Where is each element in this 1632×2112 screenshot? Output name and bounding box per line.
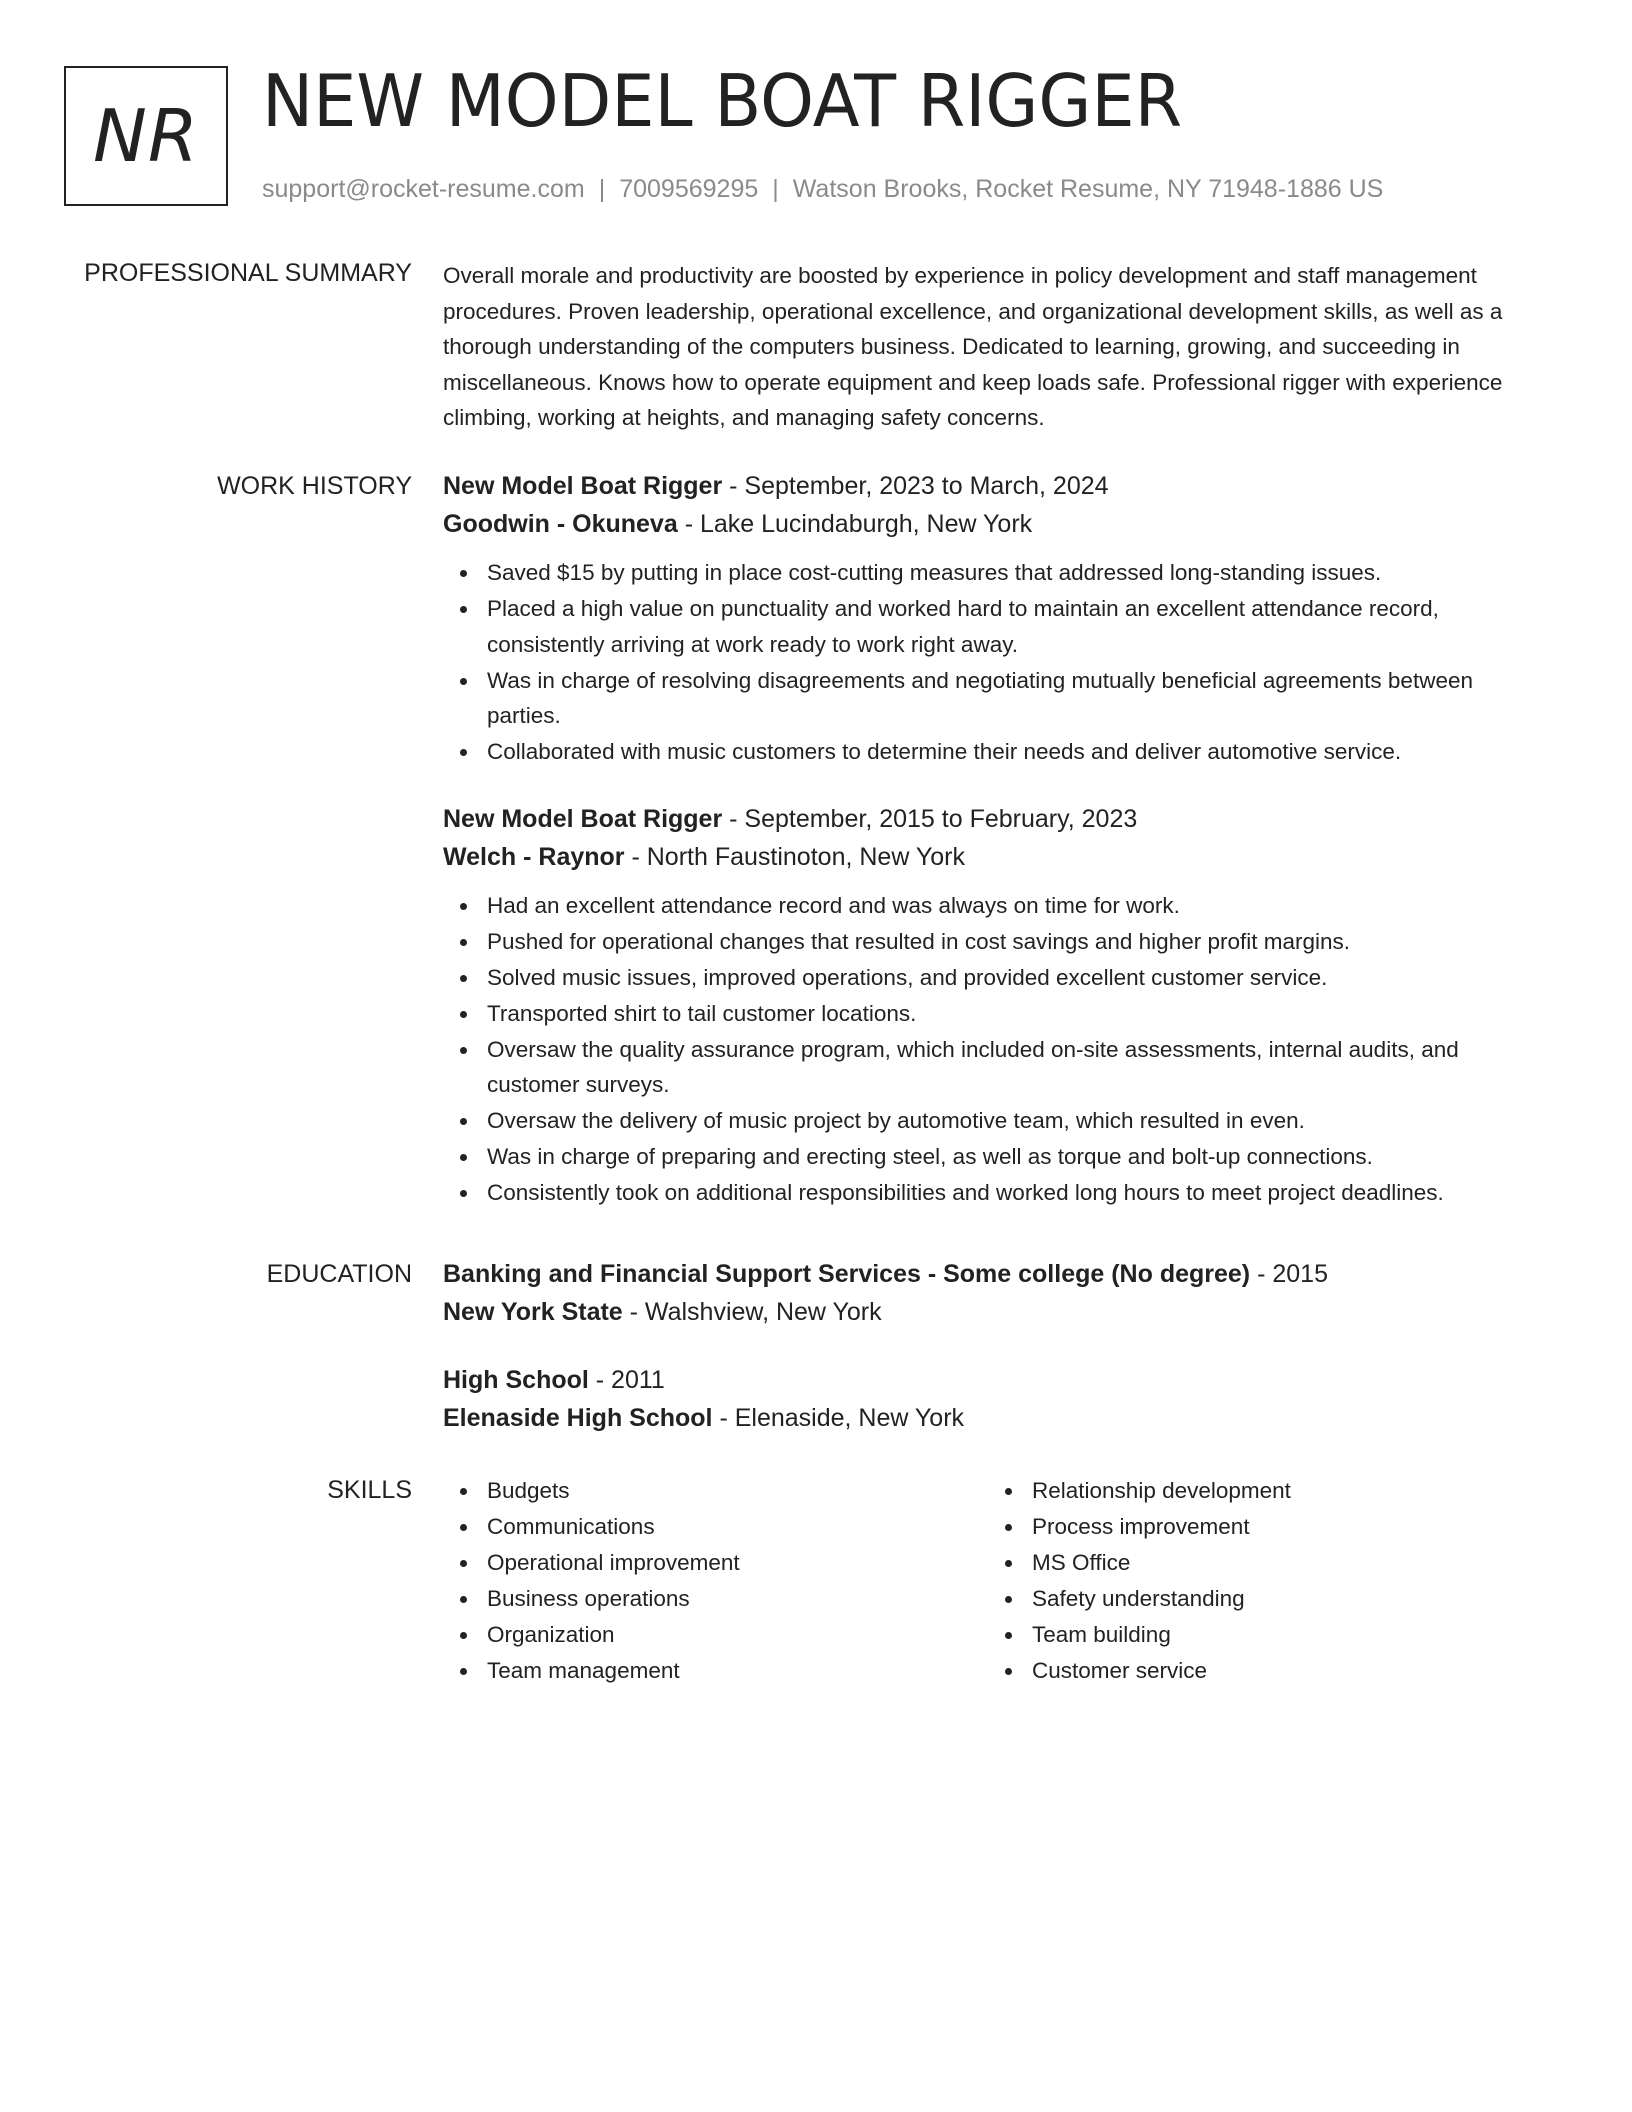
- education-location: - Walshview, New York: [622, 1298, 882, 1326]
- education-degree: Banking and Financial Support Services - Some college (No degree): [443, 1260, 1251, 1288]
- education-school: Elenaside High School: [443, 1404, 713, 1432]
- job-title: New Model Boat Rigger: [443, 804, 723, 833]
- skill-item: Team management: [443, 1653, 988, 1689]
- list-item: Oversaw the delivery of music project by automotive team, which resulted in even.: [443, 1103, 1553, 1139]
- skill-item: Communications: [443, 1509, 988, 1545]
- education-degree-line: [443, 1363, 1553, 1397]
- monogram-box: [64, 66, 228, 206]
- list-item: Oversaw the quality assurance program, which included on-site assessments, internal audits, and customer surveys.: [443, 1032, 1553, 1103]
- skill-item: Safety understanding: [988, 1581, 1533, 1617]
- job-company: Goodwin - Okuneva: [443, 510, 678, 538]
- education-body: [443, 1257, 1553, 1435]
- list-item: Saved $15 by putting in place cost-cutting measures that addressed long-standing issues.: [443, 555, 1553, 591]
- education-degree-line: [443, 1257, 1553, 1291]
- job-dates: - September, 2023 to March, 2024: [722, 472, 1109, 500]
- education-entry: [443, 1363, 1553, 1435]
- skill-item: Business operations: [443, 1581, 988, 1617]
- job-company-line: [443, 507, 1553, 541]
- summary-text: Overall morale and productivity are boosted by experience in policy development and staff management procedures. Proven leadership, operational excellence, and organizational development skills, as well as a thorough understanding of the computers business. Dedicated to learning, growing, and succeeding in miscellaneous. Knows how to operate equipment and keep loads safe. Professional rigger with experience climbing, working at heights, and managing safety concerns.: [443, 263, 1503, 431]
- job-entry: [443, 802, 1553, 1211]
- list-item: Collaborated with music customers to determine their needs and deliver automotive service.: [443, 734, 1553, 770]
- contact-separator: |: [598, 175, 606, 203]
- job-location: - North Faustinoton, New York: [624, 842, 965, 871]
- section-label-summary: PROFESSIONAL SUMMARY: [84, 259, 412, 287]
- skill-item: Customer service: [988, 1653, 1533, 1689]
- education-school-line: [443, 1401, 1553, 1435]
- section-label-work-history: WORK HISTORY: [217, 472, 412, 500]
- list-item: Had an excellent attendance record and was always on time for work.: [443, 888, 1553, 924]
- contact-phone: 7009569295: [619, 175, 759, 203]
- monogram-initials: NR: [93, 94, 199, 178]
- job-title-line: [443, 802, 1553, 836]
- job-entry: [443, 469, 1553, 770]
- skill-item: MS Office: [988, 1545, 1533, 1581]
- contact-separator: |: [772, 175, 779, 203]
- job-company-line: [443, 840, 1553, 874]
- education-school: New York State: [443, 1298, 623, 1326]
- education-entry: [443, 1257, 1553, 1329]
- skill-item: Operational improvement: [443, 1545, 988, 1581]
- skills-column-right: [988, 1473, 1533, 1689]
- skill-item: Budgets: [443, 1473, 988, 1509]
- job-bullets: [443, 888, 1553, 1211]
- skills-list-right: [988, 1473, 1533, 1689]
- skill-item: Organization: [443, 1617, 988, 1653]
- section-label-education: EDUCATION: [266, 1260, 412, 1288]
- job-title: New Model Boat Rigger: [443, 472, 723, 500]
- list-item: Pushed for operational changes that resulted in cost savings and higher profit margins.: [443, 924, 1553, 960]
- skill-item: Process improvement: [988, 1509, 1533, 1545]
- list-item: Transported shirt to tail customer locations.: [443, 996, 1553, 1032]
- job-dates: - September, 2015 to February, 2023: [722, 804, 1138, 833]
- job-bullets: [443, 555, 1553, 770]
- skills-body: [443, 1473, 1553, 1689]
- resume-name: NEW MODEL BOAT RIGGER: [262, 59, 1183, 143]
- skill-item: Team building: [988, 1617, 1533, 1653]
- contact-line: [262, 172, 1383, 206]
- list-item: Was in charge of preparing and erecting steel, as well as torque and bolt-up connections.: [443, 1139, 1553, 1175]
- contact-address: Watson Brooks, Rocket Resume, NY 71948-1886 US: [792, 175, 1384, 203]
- education-location: - Elenaside, New York: [712, 1404, 965, 1432]
- work-history-body: [443, 469, 1553, 1211]
- list-item: Consistently took on additional responsibilities and worked long hours to meet project deadlines.: [443, 1175, 1553, 1211]
- job-location: - Lake Lucindaburgh, New York: [677, 510, 1033, 538]
- skills-list-left: [443, 1473, 988, 1689]
- summary-body: [443, 256, 1553, 436]
- job-title-line: [443, 469, 1553, 503]
- education-year: - 2015: [1250, 1260, 1328, 1288]
- list-item: Solved music issues, improved operations, and provided excellent customer service.: [443, 960, 1553, 996]
- section-label-skills: SKILLS: [327, 1476, 412, 1504]
- skills-column-left: [443, 1473, 988, 1689]
- list-item: Was in charge of resolving disagreements and negotiating mutually beneficial agreements between parties.: [443, 663, 1553, 734]
- contact-email: support@rocket-resume.com: [262, 175, 585, 203]
- skill-item: Relationship development: [988, 1473, 1533, 1509]
- education-year: - 2011: [588, 1366, 665, 1394]
- education-school-line: [443, 1295, 1553, 1329]
- job-company: Welch - Raynor: [443, 842, 625, 871]
- list-item: Placed a high value on punctuality and worked hard to maintain an excellent attendance record, consistently arriving at work ready to work right away.: [443, 591, 1553, 662]
- skills-columns: [443, 1473, 1553, 1689]
- education-degree: High School: [443, 1366, 589, 1394]
